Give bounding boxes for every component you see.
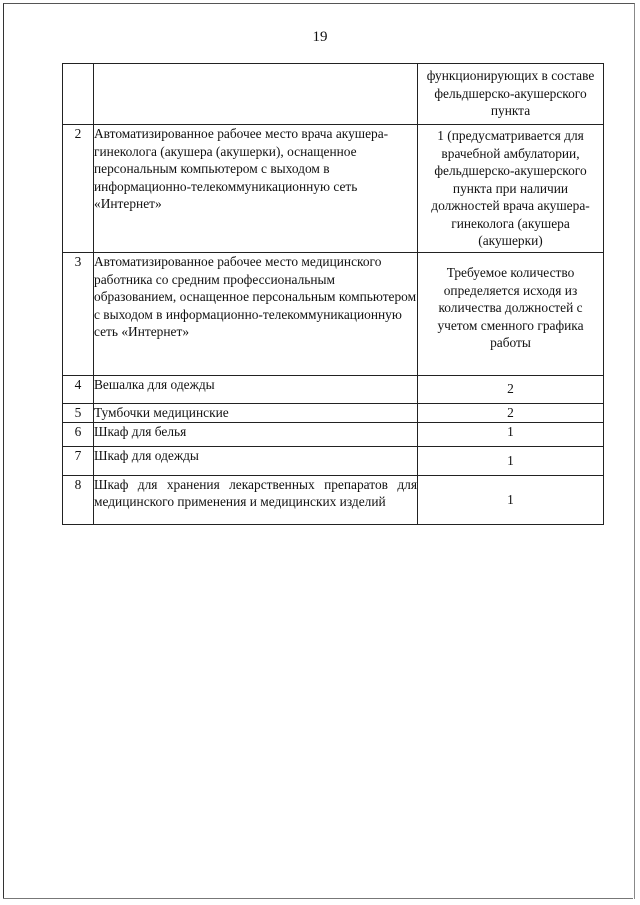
table-row: [63, 475, 604, 524]
row-number: 5: [63, 404, 94, 423]
equipment-name: Вешалка для одежды: [94, 376, 418, 404]
equipment-name: Автоматизированное рабочее место медицинского работника со средним профессиональным образованием, оснащенное персональным компьютером с выходом в информационно-телекоммуникационную сеть «Интернет»: [94, 253, 418, 376]
equipment-quantity: 1: [418, 475, 604, 524]
table-row: [63, 446, 604, 475]
page-number: 19: [312, 29, 328, 45]
equipment-quantity: 1: [418, 422, 604, 446]
table-row: [63, 422, 604, 446]
equipment-name: Тумбочки медицинские: [94, 404, 418, 423]
row-number: 8: [63, 475, 94, 524]
row-number: 4: [63, 376, 94, 404]
equipment-name: [94, 64, 418, 125]
equipment-name: Шкаф для хранения лекарственных препаратов для медицинского применения и медицинских изделий: [94, 475, 418, 524]
equipment-quantity: Требуемое количество определяется исходя из количества должностей с учетом сменного графика работы: [418, 253, 604, 376]
table-row: [63, 253, 604, 376]
page-bottom-edge: [3, 898, 633, 899]
row-number: 7: [63, 446, 94, 475]
equipment-quantity: функционирующих в составе фельдшерско-акушерского пункта: [418, 64, 604, 125]
table-row: [63, 404, 604, 423]
table-row: [63, 125, 604, 253]
row-number: 3: [63, 253, 94, 376]
table-row: [63, 376, 604, 404]
equipment-name: Шкаф для одежды: [94, 446, 418, 475]
equipment-quantity: 2: [418, 376, 604, 404]
equipment-quantity: 1 (предусматривается для врачебной амбулатории, фельдшерско-акушерского пункта при наличии должностей врача акушера-гинеколога (акушера (акушерки): [418, 125, 604, 253]
equipment-table: [62, 63, 604, 525]
equipment-name: Автоматизированное рабочее место врача акушера-гинеколога (акушера (акушерки), оснащенное персональным компьютером с выходом в информационно-телекоммуникационную сеть «Интернет»: [94, 125, 418, 253]
row-number: [63, 64, 94, 125]
row-number: 2: [63, 125, 94, 253]
table-row: [63, 64, 604, 125]
equipment-name: Шкаф для белья: [94, 422, 418, 446]
row-number: 6: [63, 422, 94, 446]
equipment-quantity: 2: [418, 404, 604, 423]
equipment-quantity: 1: [418, 446, 604, 475]
